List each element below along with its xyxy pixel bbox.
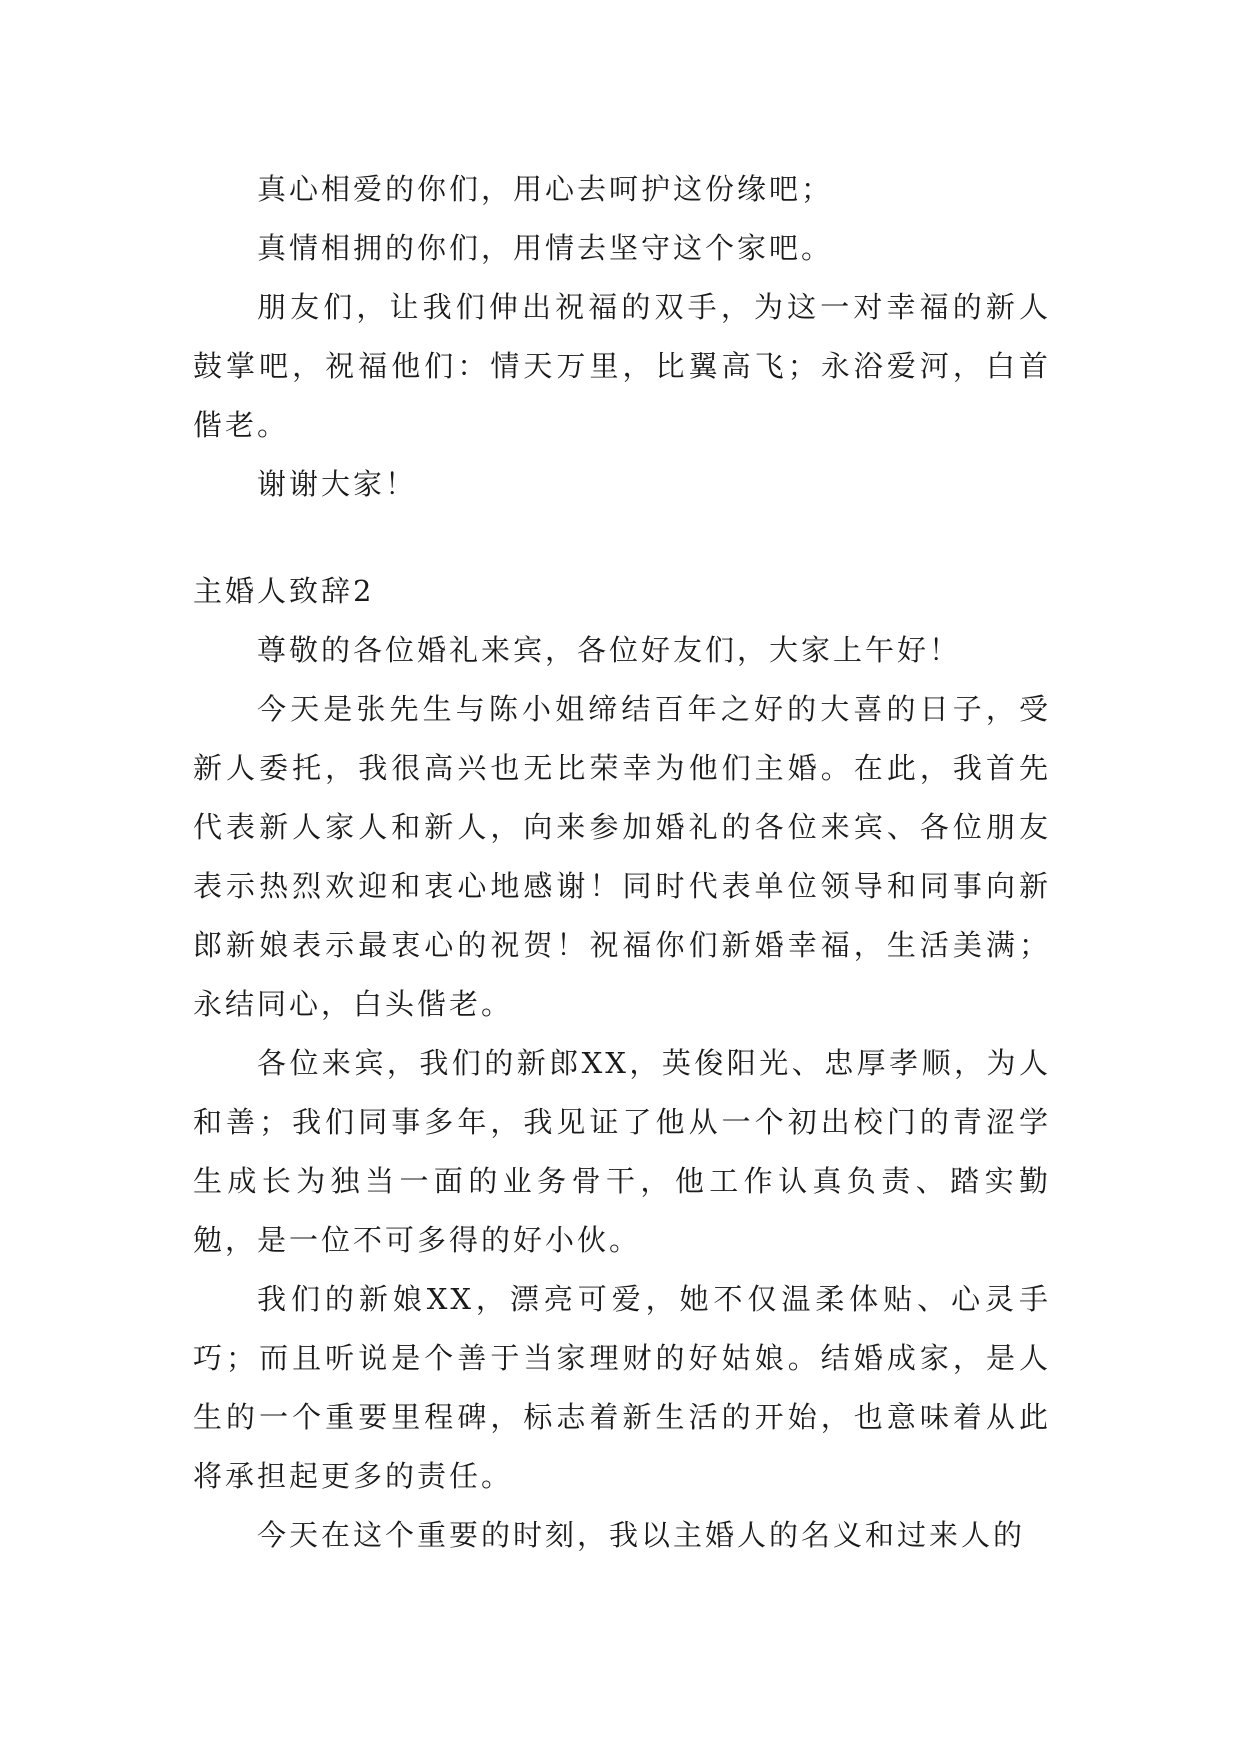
section-spacer: [193, 514, 1051, 562]
paragraph-thanks: 谢谢大家！: [257, 467, 418, 501]
paragraph-love-cherish: 真心相爱的你们，用心去呵护这份缘吧；: [257, 172, 834, 206]
paragraph-greeting: 尊敬的各位婚礼来宾，各位好友们，大家上午好！: [257, 633, 962, 667]
document-page: [193, 160, 1051, 1565]
paragraph-groom: 各位来宾，我们的新郎XX，英俊阳光、忠厚孝顺，为人和善；我们同事多年，我见证了他从一个初出校门的青涩学生成长为独当一面的业务骨干，他工作认真负责、踏实勤勉，是一位不可多得的好小伙。: [193, 1046, 1051, 1257]
paragraph-friends-blessing: 朋友们，让我们伸出祝福的双手，为这一对幸福的新人鼓掌吧，祝福他们：情天万里，比翼高飞；永浴爱河，白首偕老。: [193, 290, 1051, 442]
paragraph-closing: 今天在这个重要的时刻，我以主婚人的名义和过来人的: [257, 1518, 1026, 1552]
section-heading: 主婚人致辞2: [193, 574, 375, 608]
paragraph-bride: 我们的新娘XX，漂亮可爱，她不仅温柔体贴、心灵手巧；而且听说是个善于当家理财的好姑娘。结婚成家，是人生的一个重要里程碑，标志着新生活的开始，也意味着从此将承担起更多的责任。: [193, 1282, 1051, 1493]
paragraph-occasion: 今天是张先生与陈小姐缔结百年之好的大喜的日子，受新人委托，我很高兴也无比荣幸为他们主婚。在此，我首先代表新人家人和新人，向来参加婚礼的各位来宾、各位朋友表示热烈欢迎和衷心地感谢！同时代表单位领导和同事向新郎新娘表示最衷心的祝贺！祝福你们新婚幸福，生活美满；永结同心，白头偕老。: [193, 692, 1051, 1021]
paragraph-love-guard: 真情相拥的你们，用情去坚守这个家吧。: [257, 231, 834, 265]
